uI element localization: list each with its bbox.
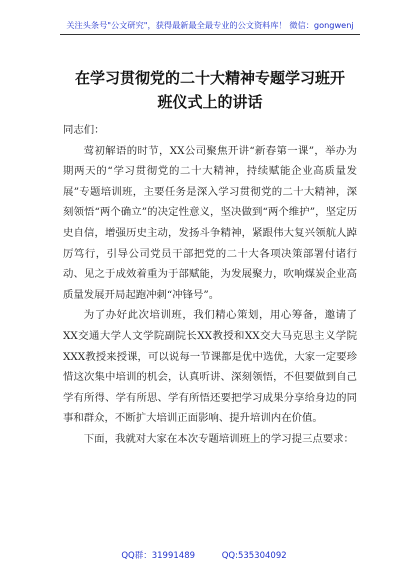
header-divider xyxy=(60,34,360,35)
paragraph: 下面，我就对大家在本次专题培训班上的学习提三点要求： xyxy=(83,432,354,445)
document-title xyxy=(55,66,365,114)
salutation: 同志们： xyxy=(63,124,105,136)
footer-contact xyxy=(0,549,408,561)
paragraph: 莺初解语的时节，XX公司聚焦开讲“新春第一课”，举办为期两天的“学习贯彻党的二十大精神，持续赋能企业高质量发展”专题培训班，主要任务是深入学习贯彻党的二十大精神，深刻领悟“两个确立”的决定性意义，坚决做到“两个维护”，坚定历史自信，增强历史主动，发扬斗争精神，紧跟伟大复兴领航人踔厉笃行，引导公司党员干部把党的二十大各项决策部署付诸行动、见之于成效着重为于部赋能，为发展聚力，吹响煤炭企业高质量发展开局起跑冲刺“冲锋号”。 xyxy=(63,144,357,301)
title-line-2: 班仪式上的讲话 xyxy=(157,93,263,111)
footer-qq: QQ:535304092 xyxy=(221,551,287,561)
document-body xyxy=(63,120,357,450)
header-banner: 关注头条号"公文研究"，获得最新最全最专业的公文资料库！ 微信：gongwenj xyxy=(66,20,354,30)
paragraph: 为了办好此次培训班，我们精心策划，用心筹备，邀请了XX交通大学人文学院副院长XX教授和XX交大马克思主义学院XXX教授来授课，可以说每一节课都是优中选优，大家一定要珍惜这次集中培训的机会，认真听讲、深刻领悟，不但要做到自己学有所得、学有所思、学有所悟还要把学习成果分享给身边的同事和群众，不断扩大培训正面影响、提升培训内在价值。 xyxy=(63,309,357,425)
title-line-1: 在学习贯彻党的二十大精神专题学习班开 xyxy=(74,69,345,87)
footer-qq-group: QQ群：31991489 xyxy=(121,551,196,561)
